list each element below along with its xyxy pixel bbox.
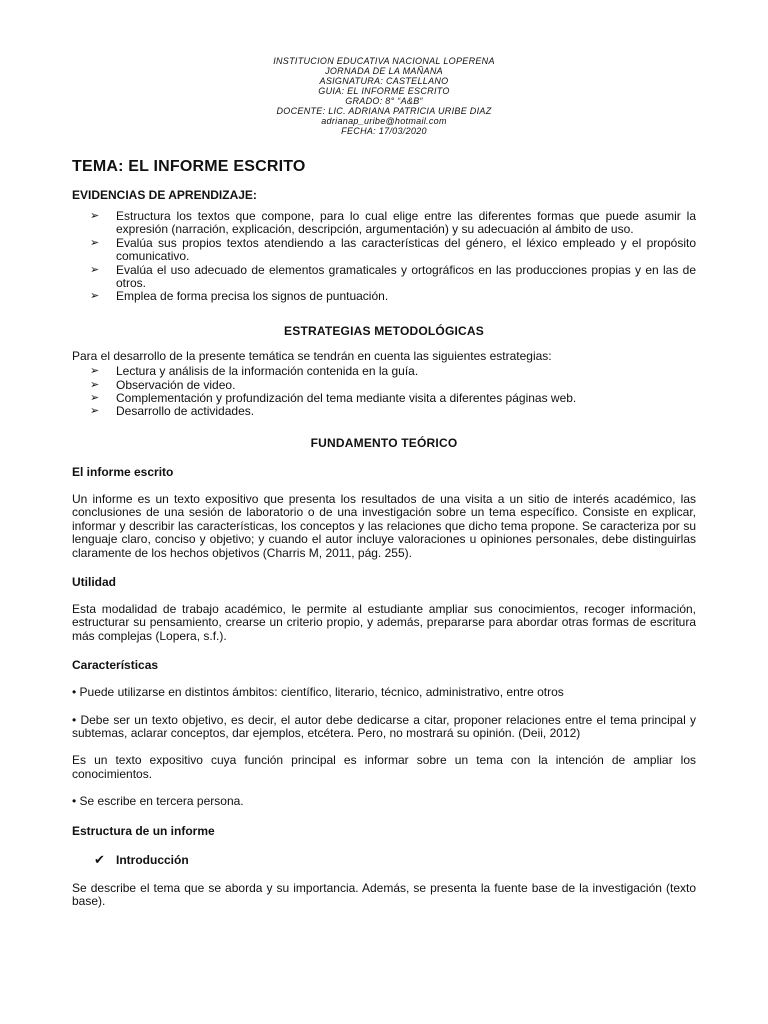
list-item: ➢ Estructura los textos que compone, para lo cual elige entre las diferentes formas que puede asumir la expresión (narración, explicación, descripción, argumentación) y su adecuación al ámbito de uso. <box>90 209 696 237</box>
arrow-bullet-icon: ➢ <box>90 263 100 276</box>
caracteristica-item: • Puede utilizarse en distintos ámbitos: científico, literario, técnico, administrativo, entre otros <box>72 685 564 700</box>
caracteristica-item: • Se escribe en tercera persona. <box>72 794 244 809</box>
introduccion-heading: Introducción <box>116 852 189 867</box>
arrow-bullet-icon: ➢ <box>90 392 100 405</box>
list-item: ➢ Evalúa sus propios textos atendiendo a las características del género, el léxico empleado y el propósito comunicativo. <box>90 235 696 264</box>
caracteristica-item: • Debe ser un texto objetivo, es decir, el autor debe dedicarse a citar, proponer relaciones entre el tema principal y subtemas, aclarar conceptos, dar ejemplos, etcétera. Pero, no mostrará su opinión. (Deii, 2012) <box>72 712 696 740</box>
page-title: TEMA: EL INFORME ESCRITO <box>72 158 306 175</box>
header-line-shift: JORNADA DE LA MAÑANA <box>325 66 443 76</box>
header-line-date: FECHA: 17/03/2020 <box>341 126 427 136</box>
evidencias-list <box>72 210 696 304</box>
caracteristicas-heading: Características <box>72 658 159 673</box>
arrow-bullet-icon: ➢ <box>90 290 100 303</box>
arrow-bullet-icon: ➢ <box>90 365 100 378</box>
header-line-grade: GRADO: 8° “A&B“ <box>345 96 423 106</box>
arrow-bullet-icon: ➢ <box>90 210 100 222</box>
estrategias-heading: ESTRATEGIAS METODOLÓGICAS <box>284 323 484 338</box>
header-line-school: INSTITUCION EDUCATIVA NACIONAL LOPERENA <box>273 56 495 66</box>
arrow-bullet-icon: ➢ <box>90 378 100 391</box>
caracteristica-item: Es un texto expositivo cuya función principal es informar sobre un tema con la intención de ampliar los conocimientos. <box>72 753 696 781</box>
estructura-heading: Estructura de un informe <box>72 823 215 838</box>
fundamento-heading: FUNDAMENTO TEÓRICO <box>310 435 458 450</box>
document-header <box>72 56 696 136</box>
header-line-email: adrianap_uribe@hotmail.com <box>321 116 447 126</box>
header-line-subject: ASIGNATURA: CASTELLANO <box>319 76 449 86</box>
header-line-guide: GUIA: EL INFORME ESCRITO <box>318 86 450 96</box>
introduccion-row <box>72 852 696 868</box>
utilidad-heading: Utilidad <box>72 574 116 589</box>
list-item: ➢ Desarrollo de actividades. <box>90 404 255 419</box>
utilidad-paragraph: Esta modalidad de trabajo académico, le permite al estudiante ampliar sus conocimientos, recoger información, estructurar su pensamiento, crearse un criterio propio, y además, prepararse para abordar otras formas de escritura más complejas (Lopera, s.f.). <box>72 601 696 643</box>
header-line-teacher: DOCENTE: LIC. ADRIANA PATRICIA URIBE DIAZ <box>276 106 492 116</box>
list-item: ➢ Emplea de forma precisa los signos de puntuación. <box>90 289 389 304</box>
informe-paragraph: Un informe es un texto expositivo que presenta los resultados de una visita a un sitio de interés académico, las conclusiones de una sesión de laboratorio o de una investigación sobre un tema específico. Consiste en explicar, informar y describir las características, los conceptos y las relaciones que dicho tema propone. Se caracteriza por su lenguaje claro, conciso y objetivo; y cuando el autor incluye valoraciones u opiniones personales, debe distinguirlas claramente de los hechos objetivos (Charris M, 2011, pág. 255). <box>72 491 696 560</box>
list-item: ➢ Observación de video. <box>90 377 236 392</box>
evidencias-heading: EVIDENCIAS DE APRENDIZAJE: <box>72 188 257 202</box>
estrategias-intro: Para el desarrollo de la presente temática se tendrán en cuenta las siguientes estrategias: <box>72 348 552 363</box>
list-item: ➢ Evalúa el uso adecuado de elementos gramaticales y ortográficos en las producciones propias y en las de otros. <box>90 262 696 291</box>
list-item: ➢ Lectura y análisis de la información contenida en la guía. <box>90 364 419 379</box>
list-item: ➢ Complementación y profundización del tema mediante visita a diferentes páginas web. <box>90 391 577 406</box>
checkmark-icon: ✔ <box>94 851 105 867</box>
arrow-bullet-icon: ➢ <box>90 405 100 418</box>
estrategias-list <box>72 365 696 419</box>
arrow-bullet-icon: ➢ <box>90 236 100 249</box>
informe-heading: El informe escrito <box>72 464 174 479</box>
introduccion-paragraph: Se describe el tema que se aborda y su importancia. Además, se presenta la fuente base de la investigación (texto base). <box>72 880 696 908</box>
